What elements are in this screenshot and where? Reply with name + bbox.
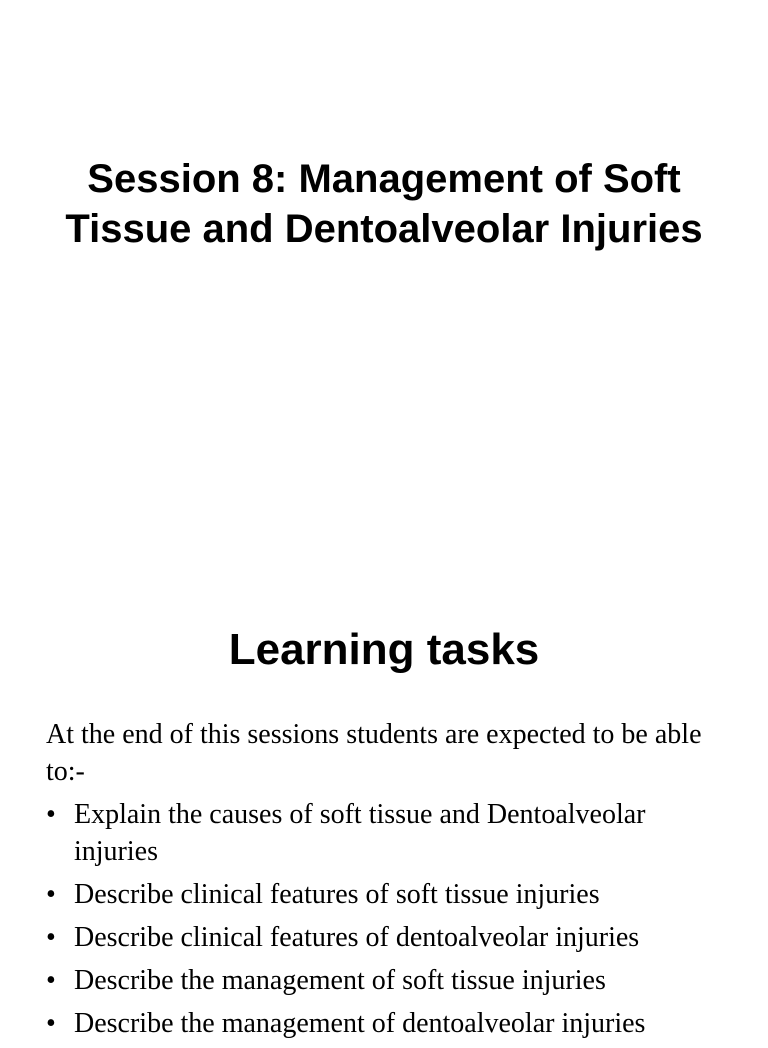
task-text: Describe the management of dentoalveolar injuries xyxy=(74,1008,646,1039)
bullet-icon: • xyxy=(46,879,56,910)
task-item-dentoalveolar-features xyxy=(46,919,726,956)
task-text: Describe the management of soft tissue injuries xyxy=(74,965,606,996)
task-text: Describe clinical features of dentoalveolar injuries xyxy=(74,922,640,953)
task-item-soft-tissue-management xyxy=(46,962,726,999)
intro-text: At the end of this sessions students are expected to be able to:- xyxy=(46,719,702,787)
task-text: Explain the causes of soft tissue and Dentoalveolar injuries xyxy=(74,799,646,867)
learning-tasks-content xyxy=(46,716,726,1048)
task-text: Describe clinical features of soft tissue injuries xyxy=(74,879,600,910)
learning-tasks-heading: Learning tasks xyxy=(228,625,540,674)
bullet-icon: • xyxy=(46,922,56,953)
task-list xyxy=(46,796,726,1042)
slide-title: Session 8: Management of Soft Tissue and Dentoalveolar Injuries xyxy=(65,157,703,251)
bullet-icon: • xyxy=(46,799,56,830)
bullet-icon: • xyxy=(46,1008,56,1039)
bullet-icon: • xyxy=(46,965,56,996)
task-item-causes xyxy=(46,796,726,870)
task-item-soft-tissue-features xyxy=(46,876,726,913)
